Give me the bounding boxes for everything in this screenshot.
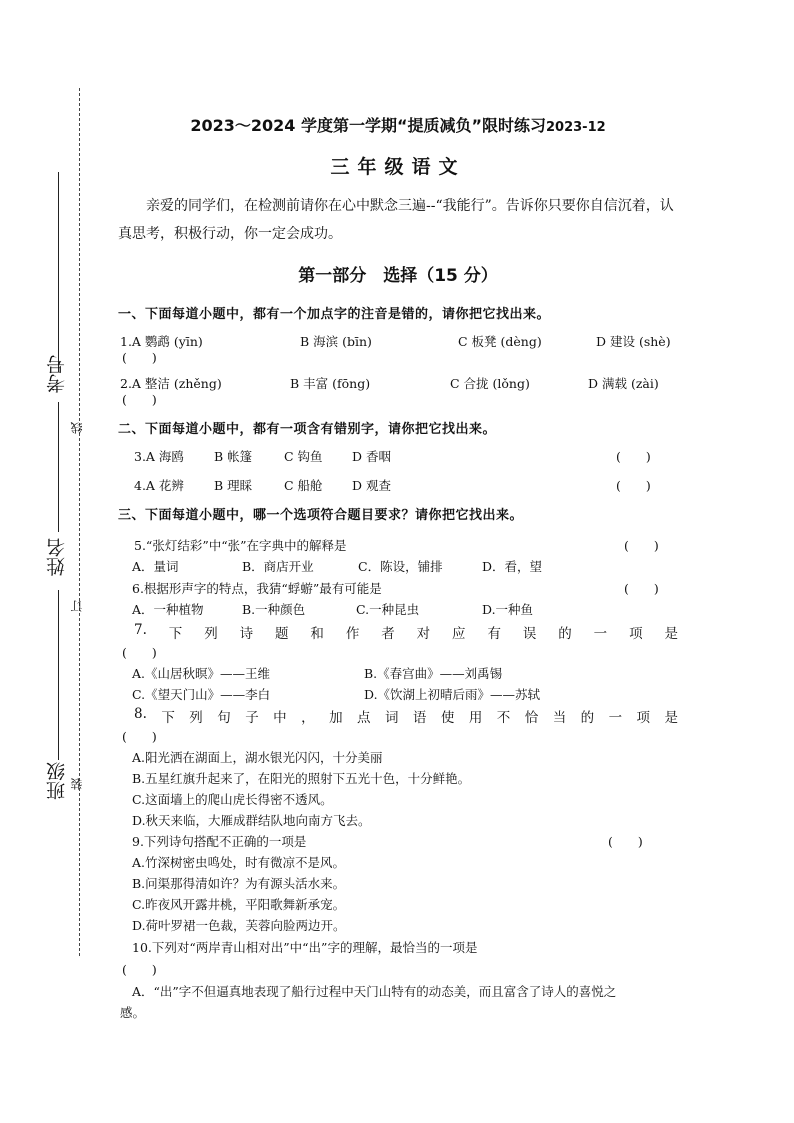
q7-stem-char: 误 xyxy=(522,626,537,642)
q8-stem-char: 语 xyxy=(412,710,427,726)
kaohao-label: 考号 xyxy=(46,355,68,393)
exam-title-text: 2023～2024 学度第一学期“提质减负”限时练习 xyxy=(190,116,546,135)
section-two-heading: 二、下面每道小题中，都有一项含有错别字，请你把它找出来。 xyxy=(118,422,497,437)
q3-option-b[interactable]: B 帐篷 xyxy=(214,449,253,464)
q8-option-c[interactable]: C.这面墙上的爬山虎长得密不透风。 xyxy=(132,792,333,807)
q7-options-row2 xyxy=(118,685,678,703)
q9-option-d[interactable]: D.荷叶罗裙一色裁，芙蓉向脸两边开。 xyxy=(132,918,346,933)
cut-mark-ding: 订 xyxy=(70,600,84,612)
q8-option-b[interactable]: B.五星红旗升起来了，在阳光的照射下五光十色，十分鲜艳。 xyxy=(132,771,471,786)
q7-stem-char: 项 xyxy=(629,626,643,642)
q10-option-a-line2[interactable]: 感。 xyxy=(120,1005,146,1020)
q8-stem-char: 8. xyxy=(134,706,147,722)
q10-option-a-line1[interactable]: A．“出”字不但逼真地表现了船行过程中天门山特有的动态美，而且富含了诗人的喜悦之 xyxy=(132,984,617,999)
part-one-title: 第一部分 选择（15 分） xyxy=(298,266,498,286)
q6-option-c[interactable]: C.一种昆虫 xyxy=(356,602,420,617)
q4-option-b[interactable]: B 理睬 xyxy=(214,478,253,493)
q1-answer-blank[interactable]: ( ) xyxy=(122,350,157,365)
q8-stem-char: 列 xyxy=(189,710,203,726)
q4-option-c[interactable]: C 船舱 xyxy=(284,478,323,493)
q6-answer-blank[interactable]: ( ) xyxy=(624,581,659,596)
question-9 xyxy=(118,832,678,850)
q7-stem-char: 7. xyxy=(134,622,147,638)
q8-stem-char: 项 xyxy=(636,710,651,726)
q8-stem-char: 子 xyxy=(245,710,259,726)
q2-option-b[interactable]: B 丰富 (fōng) xyxy=(290,376,371,391)
q5-option-c[interactable]: C．陈设，铺排 xyxy=(358,559,443,574)
q8-stem-char: 下 xyxy=(161,710,175,726)
q7-stem-char: 对 xyxy=(416,626,431,642)
q7-stem-char: 一 xyxy=(593,626,608,642)
q6-option-a[interactable]: A．一种植物 xyxy=(132,602,204,617)
q5-option-d[interactable]: D．看，望 xyxy=(482,559,543,574)
question-7-stem xyxy=(118,622,678,642)
q7-stem-char: 的 xyxy=(558,626,572,642)
q8-stem-char: 加 xyxy=(329,710,343,726)
banji-fill-line xyxy=(58,590,59,760)
q8-stem-char: 中 xyxy=(273,710,287,726)
q6-option-b[interactable]: B.一种颜色 xyxy=(242,602,306,617)
xingming-label: 姓名 xyxy=(46,538,68,576)
q5-options xyxy=(118,557,678,575)
q8-answer-blank[interactable]: ( ) xyxy=(122,729,157,744)
kaohao-fill-line xyxy=(58,172,59,372)
question-3 xyxy=(118,447,678,465)
question-8-stem xyxy=(118,706,678,726)
q7-stem-char: 有 xyxy=(487,626,501,642)
q7-option-a[interactable]: A.《山居秋暝》——王维 xyxy=(132,666,271,681)
q10-stem: 10.下列对“两岸青山相对出”中“出”字的理解，最恰当的一项是 xyxy=(132,940,478,955)
q7-stem-char: 题 xyxy=(275,626,289,642)
q1-option-c[interactable]: C 板凳 (dèng) xyxy=(458,334,542,349)
q8-stem-char: 的 xyxy=(580,710,595,726)
question-4 xyxy=(118,476,678,494)
q1-option-d[interactable]: D 建设 (shè) xyxy=(596,334,671,349)
q4-answer-blank[interactable]: ( ) xyxy=(616,478,651,493)
q8-stem-char: 一 xyxy=(608,710,623,726)
q9-answer-blank[interactable]: ( ) xyxy=(608,834,643,849)
q7-option-d[interactable]: D.《饮湖上初晴后雨》——苏轼 xyxy=(364,687,541,702)
q9-option-c[interactable]: C.昨夜风开露井桃，平阳歌舞新承宠。 xyxy=(132,897,346,912)
q2-answer-blank[interactable]: ( ) xyxy=(122,392,157,407)
question-1 xyxy=(118,332,678,350)
q8-stem-char: 句 xyxy=(217,710,231,726)
q7-stem-char: 诗 xyxy=(239,626,254,642)
q6-option-d[interactable]: D.一种鱼 xyxy=(482,602,534,617)
section-one-heading: 一、下面每道小题中，都有一个加点字的注音是错的，请你把它找出来。 xyxy=(118,307,551,322)
q7-stem-char: 是 xyxy=(664,626,678,642)
xingming-fill-line xyxy=(58,402,59,532)
question-5 xyxy=(118,536,678,554)
q7-stem-char: 和 xyxy=(310,626,324,642)
q10-answer-blank[interactable]: ( ) xyxy=(122,962,157,977)
q3-option-a[interactable]: 3.A 海鸥 xyxy=(134,449,184,464)
q7-stem-char: 作 xyxy=(345,626,360,642)
question-2 xyxy=(118,374,678,392)
q8-stem-char: 用 xyxy=(468,710,483,726)
q7-stem-char: 者 xyxy=(381,626,395,642)
exam-title xyxy=(118,113,678,136)
q7-stem-char: 下 xyxy=(168,626,183,642)
q6-stem: 6.根据形声字的特点，我猜“蜉蝣”最有可能是 xyxy=(132,581,382,596)
q8-stem-char: 使 xyxy=(440,710,455,726)
binding-dash-line xyxy=(79,88,80,956)
q8-option-d[interactable]: D.秋天来临，大雁成群结队地向南方飞去。 xyxy=(132,813,371,828)
q2-option-d[interactable]: D 满载 (zài) xyxy=(588,376,659,391)
q8-stem-char: 点 xyxy=(357,710,371,726)
q9-option-a[interactable]: A.竹深树密虫鸣处，时有微凉不是风。 xyxy=(132,855,346,870)
q5-option-a[interactable]: A．量词 xyxy=(132,559,179,574)
exam-date: 2023-12 xyxy=(546,120,606,135)
q8-stem-char: 当 xyxy=(552,710,567,726)
q3-answer-blank[interactable]: ( ) xyxy=(616,449,651,464)
q5-answer-blank[interactable]: ( ) xyxy=(624,538,659,553)
q2-option-a[interactable]: 2.A 整洁 (zhěng) xyxy=(120,376,222,391)
q4-option-a[interactable]: 4.A 花辨 xyxy=(134,478,184,493)
q6-options xyxy=(118,600,678,618)
q7-options-row1 xyxy=(118,664,678,682)
q1-option-a[interactable]: 1.A 鹦鹉 (yīn) xyxy=(120,334,203,349)
q7-stem-char: 列 xyxy=(204,626,218,642)
q8-stem-char: 恰 xyxy=(524,710,539,726)
q8-stem-char: ， xyxy=(301,710,315,726)
q5-option-b[interactable]: B．商店开业 xyxy=(242,559,314,574)
q3-option-c[interactable]: C 钩鱼 xyxy=(284,449,323,464)
cut-mark-zhuang: 装 xyxy=(70,778,84,790)
question-6 xyxy=(118,579,678,597)
banji-label: 班级 xyxy=(46,762,68,800)
q1-option-b[interactable]: B 海滨 (bīn) xyxy=(300,334,372,349)
q7-stem-char: 应 xyxy=(452,626,466,642)
q8-stem-char: 是 xyxy=(664,710,678,726)
q7-option-c[interactable]: C.《望天门山》——李白 xyxy=(132,687,271,702)
binding-margin xyxy=(0,0,100,1123)
q9-option-b[interactable]: B.问渠那得清如许？为有源头活水来。 xyxy=(132,876,346,891)
q8-option-a[interactable]: A.阳光洒在湖面上，湖水银光闪闪，十分美丽 xyxy=(132,750,383,765)
q7-answer-blank[interactable]: ( ) xyxy=(122,645,157,660)
q3-option-d[interactable]: D 香咽 xyxy=(352,449,391,464)
q7-option-b[interactable]: B.《春宫曲》——刘禹锡 xyxy=(364,666,503,681)
q2-option-c[interactable]: C 合拢 (lǒng) xyxy=(450,376,530,391)
q5-stem: 5.“张灯结彩”中“张”在字典中的解释是 xyxy=(134,538,347,553)
intro-paragraph: 亲爱的同学们，在检测前请你在心中默念三遍--“我能行”。告诉你只要你自信沉着，认真思考，积极行动，你一定会成功。 xyxy=(118,198,674,242)
q9-stem: 9.下列诗句搭配不正确的一项是 xyxy=(132,834,307,849)
q8-stem-char: 不 xyxy=(496,710,511,726)
cut-mark-xian: 线 xyxy=(70,422,84,434)
exam-subtitle: 三年级语文 xyxy=(330,156,466,178)
q4-option-d[interactable]: D 观查 xyxy=(352,478,391,493)
q8-stem-char: 词 xyxy=(384,710,399,726)
section-three-heading: 三、下面每道小题中，哪一个选项符合题目要求？请你把它找出来。 xyxy=(118,508,524,523)
